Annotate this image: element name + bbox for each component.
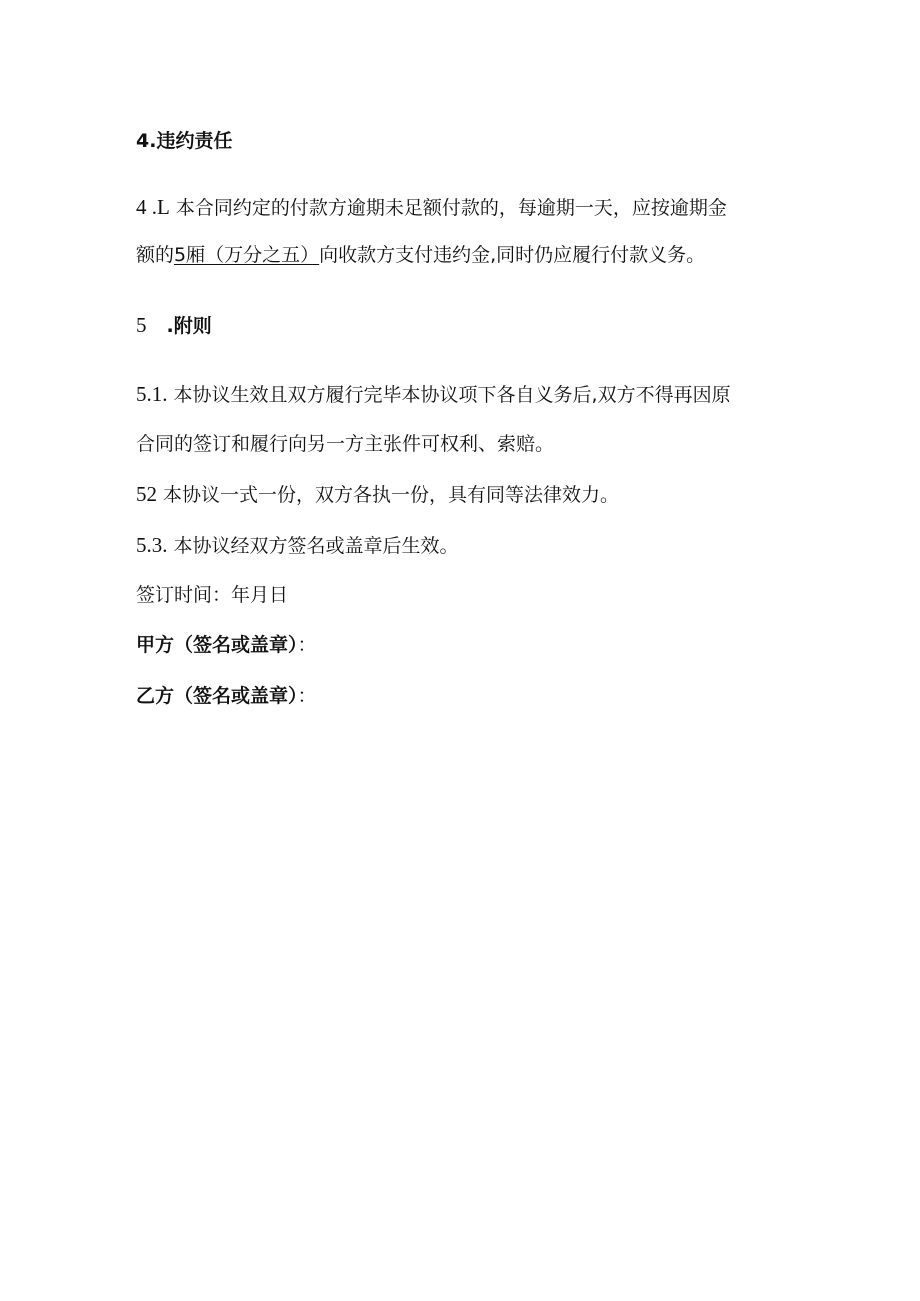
party-a-label: 甲方（签名或盖章） <box>136 634 298 656</box>
clause-5-1-number: 5.1. <box>136 382 168 406</box>
clause-4-1-line-1 <box>136 195 727 220</box>
clause-5-3-text: 本协议经双方签名或盖章后生效。 <box>173 535 459 557</box>
party-a-signature <box>136 633 317 657</box>
section-4-heading-text: 4.违约责任 <box>136 130 233 152</box>
clause-5-3-number: 5.3. <box>136 533 168 557</box>
clause-4-1-text-line-1: 本合同约定的付款方逾期未足额付款的，每逾期一天，应按逾期金 <box>175 197 727 219</box>
party-b-signature <box>136 684 317 708</box>
clause-5-1-text-line-1: 本协议生效且双方履行完毕本协议项下各自义务后,双方不得再因原 <box>173 384 731 406</box>
clause-4-1-number: 4 .L <box>136 195 170 219</box>
clause-5-2-text: 本协议一式一份，双方各执一份，具有同等法律效力。 <box>163 484 620 506</box>
party-a-colon: ： <box>297 634 317 656</box>
clause-4-1-line-2 <box>136 243 705 267</box>
section-5-heading-text: .附则 <box>166 315 212 337</box>
signing-time-label: 签订时间：年月日 <box>136 584 289 606</box>
clause-5-3 <box>136 533 459 558</box>
clause-5-1-line-2 <box>136 432 554 456</box>
clause-5-2-number: 52 <box>136 482 157 506</box>
section-4-heading <box>136 129 232 153</box>
party-b-label: 乙方（签名或盖章） <box>136 685 298 707</box>
penalty-rate: 5厢（万分之五） <box>174 244 320 266</box>
section-5-number: 5 <box>136 313 147 337</box>
clause-4-1-text-after: 向收款方支付违约金,同时仍应履行付款义务。 <box>319 244 706 266</box>
signing-time <box>136 583 288 607</box>
party-b-colon: ： <box>297 685 317 707</box>
section-5-heading <box>136 313 212 338</box>
clause-5-1-text-line-2: 合同的签订和履行向另一方主张件可权利、索赔。 <box>136 433 555 455</box>
clause-5-2 <box>136 482 619 507</box>
clause-4-1-text-before: 额的 <box>136 244 175 266</box>
clause-5-1-line-1 <box>136 382 731 407</box>
